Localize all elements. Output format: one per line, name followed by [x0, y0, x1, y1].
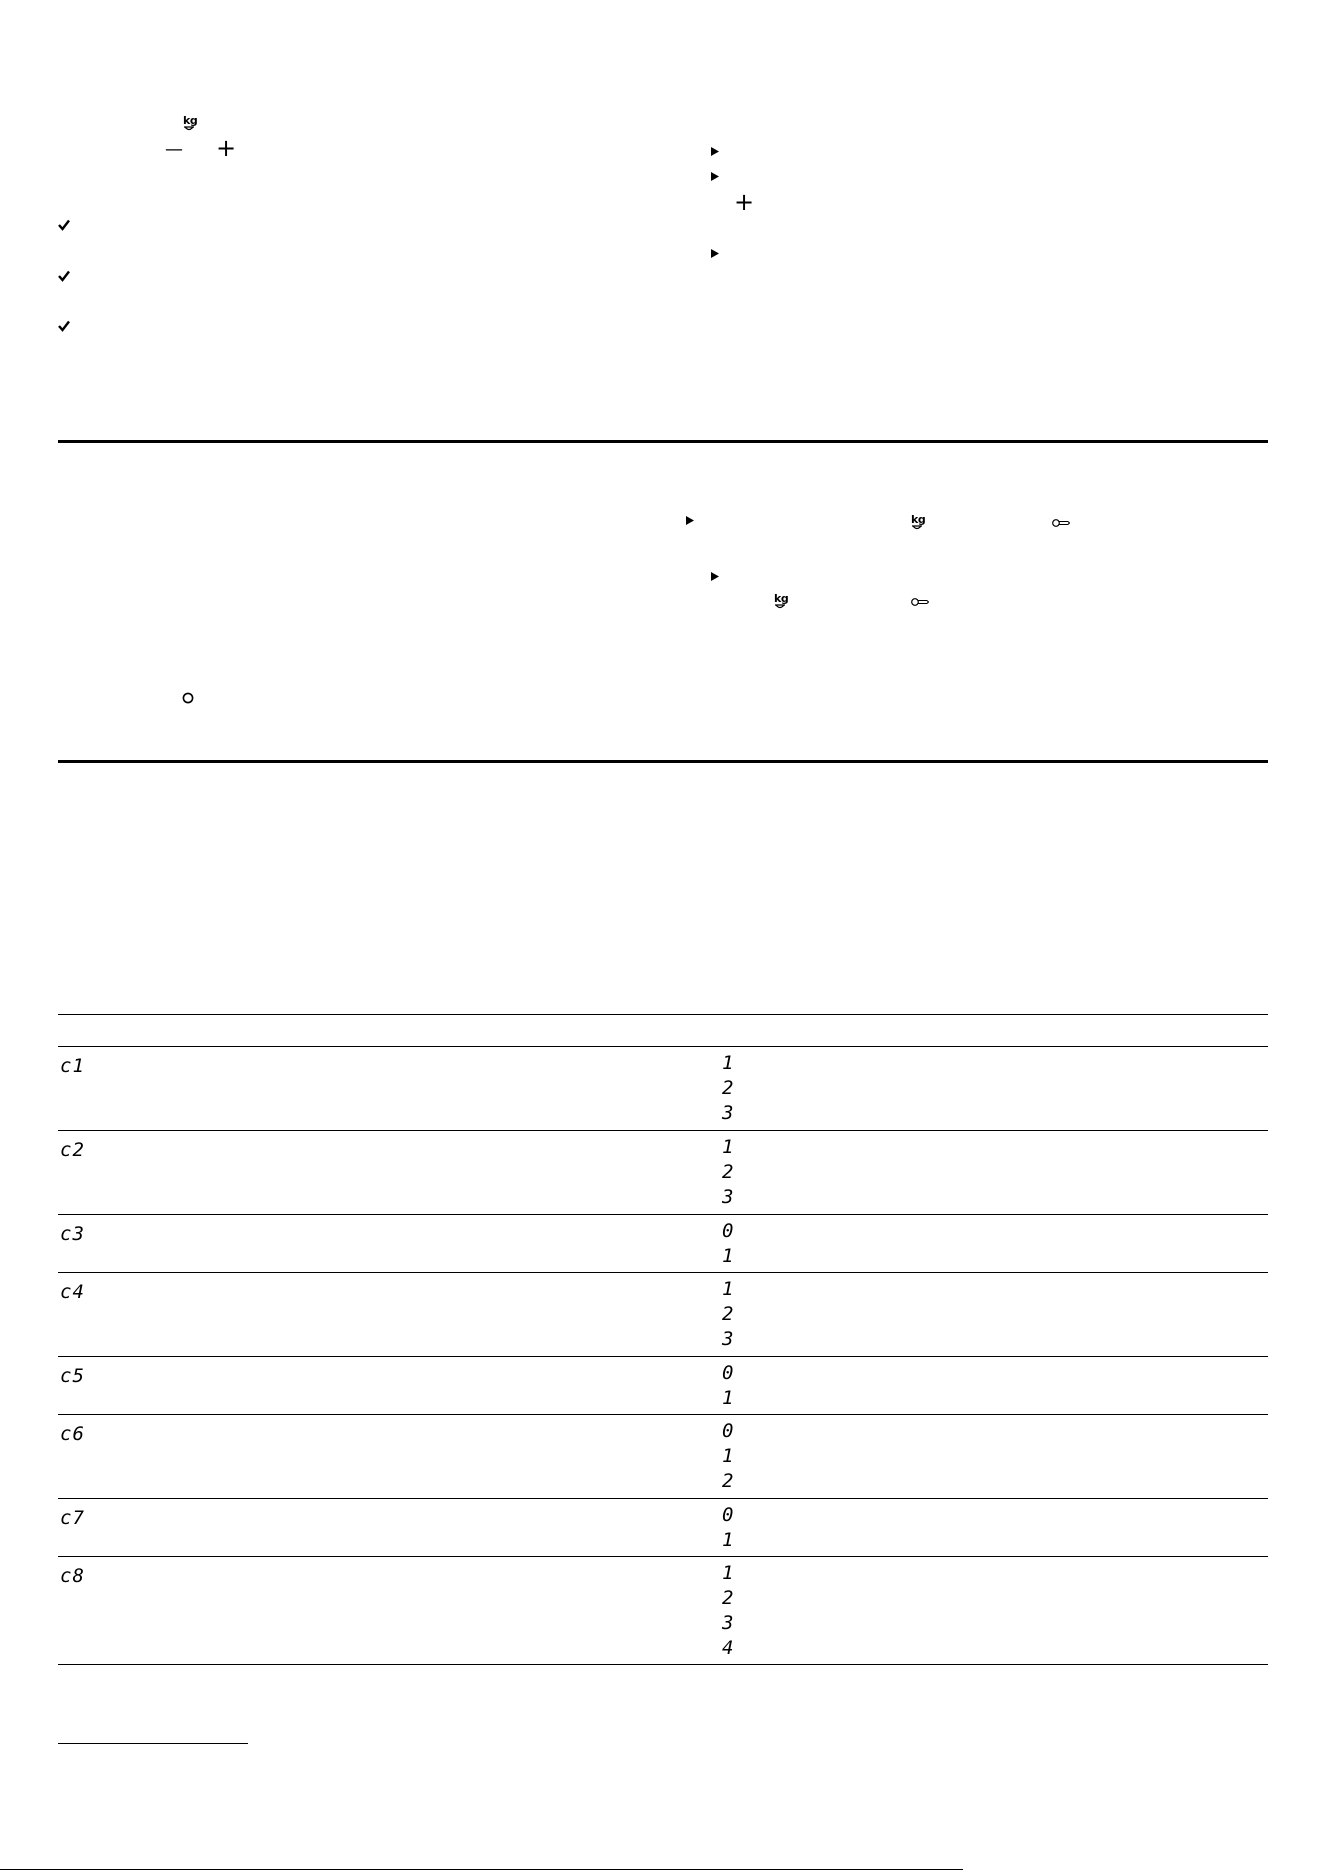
table-header-rule [58, 1014, 1268, 1015]
setting-code: c4 [60, 1281, 85, 1303]
weight-kg-icon: kg [183, 115, 197, 133]
setting-value: 1 [722, 1245, 734, 1267]
arrow-right-icon [711, 172, 719, 181]
setting-value: 2 [722, 1470, 734, 1492]
setting-value: 2 [722, 1303, 734, 1325]
setting-value: 0 [722, 1362, 734, 1384]
setting-code: c2 [60, 1139, 85, 1161]
footnote-rule [58, 1743, 248, 1744]
table-row [58, 1357, 1268, 1414]
arrow-right-icon [686, 516, 694, 525]
plus-icon: + [216, 134, 237, 162]
circle-icon [182, 692, 194, 704]
setting-value: 1 [722, 1052, 734, 1074]
plus-icon: + [734, 188, 755, 216]
table-row [58, 1273, 1268, 1356]
page-bottom-rule [0, 1869, 963, 1870]
arrow-right-icon [711, 572, 719, 581]
setting-value: 3 [722, 1102, 734, 1124]
table-row [58, 1131, 1268, 1214]
setting-value: 1 [722, 1278, 734, 1300]
setting-code: c5 [60, 1365, 85, 1387]
table-row [58, 1215, 1268, 1272]
check-icon [58, 270, 70, 282]
setting-value: 2 [722, 1077, 734, 1099]
setting-value: 0 [722, 1420, 734, 1442]
setting-value: 3 [722, 1328, 734, 1350]
setting-code: c1 [60, 1055, 85, 1077]
arrow-right-icon [711, 249, 719, 258]
setting-value: 3 [722, 1612, 734, 1634]
setting-code: c8 [60, 1565, 85, 1587]
arrow-right-icon [711, 147, 719, 156]
setting-value: 1 [722, 1387, 734, 1409]
weight-kg-icon: kg [774, 593, 788, 611]
setting-value: 1 [722, 1136, 734, 1158]
setting-value: 3 [722, 1186, 734, 1208]
setting-value: 1 [722, 1562, 734, 1584]
table-row [58, 1499, 1268, 1556]
meat-probe-icon [1052, 518, 1070, 528]
setting-value: 0 [722, 1220, 734, 1242]
check-icon [58, 219, 70, 231]
table-row [58, 1557, 1268, 1665]
table-rule [58, 1664, 1268, 1665]
section-divider [58, 760, 1268, 763]
setting-value: 2 [722, 1161, 734, 1183]
setting-code: c7 [60, 1507, 85, 1529]
setting-value: 2 [722, 1587, 734, 1609]
setting-code: c6 [60, 1423, 85, 1445]
table-row [58, 1047, 1268, 1130]
section-divider [58, 440, 1268, 443]
weight-kg-icon: kg [911, 514, 925, 532]
setting-value: 1 [722, 1529, 734, 1551]
check-icon [58, 320, 70, 332]
table-row [58, 1415, 1268, 1498]
setting-code: c3 [60, 1223, 85, 1245]
setting-value: 1 [722, 1445, 734, 1467]
minus-icon: — [165, 139, 183, 160]
setting-value: 4 [722, 1637, 734, 1659]
meat-probe-icon [911, 597, 929, 607]
setting-value: 0 [722, 1504, 734, 1526]
